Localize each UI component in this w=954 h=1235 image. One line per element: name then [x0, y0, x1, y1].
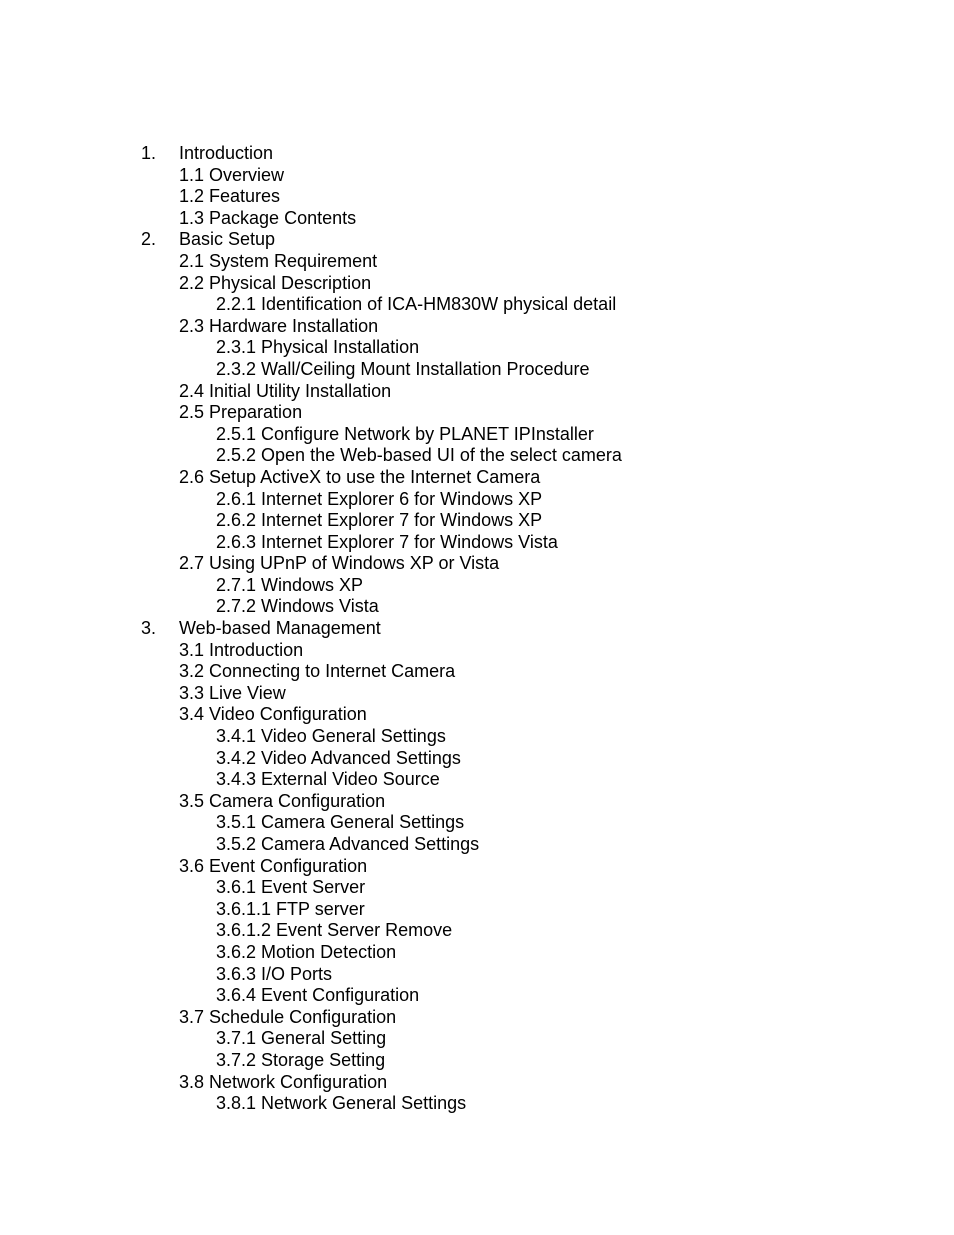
toc-entry-level-3[interactable]	[0, 1028, 954, 1050]
toc-entry-title: 3.6.3 I/O Ports	[216, 963, 333, 984]
toc-entry-level-3[interactable]	[0, 1050, 954, 1072]
toc-entry-title: 3.6 Event Configuration	[179, 855, 368, 876]
toc-entry-level-3[interactable]	[0, 489, 954, 511]
toc-entry-level-3[interactable]	[0, 575, 954, 597]
toc-entry-level-3[interactable]	[0, 748, 954, 770]
toc-entry-level-3[interactable]	[0, 834, 954, 856]
toc-entry-level-3[interactable]	[0, 337, 954, 359]
toc-entry-title: 2.6.1 Internet Explorer 6 for Windows XP	[216, 488, 543, 509]
toc-entry-title: 2.5.1 Configure Network by PLANET IPInstaller	[216, 423, 594, 444]
toc-entry-title: 2.3.1 Physical Installation	[216, 337, 420, 358]
toc-entry-level-3[interactable]	[0, 532, 954, 554]
toc-entry-level-3[interactable]	[0, 1093, 954, 1115]
toc-entry-level-3[interactable]	[0, 877, 954, 899]
toc-entry-level-3[interactable]	[0, 596, 954, 618]
toc-entry-title: 2.5 Preparation	[179, 402, 303, 423]
toc-entry-title: 1.3 Package Contents	[179, 207, 357, 228]
toc-entry-title: 3.5.2 Camera Advanced Settings	[216, 834, 480, 854]
toc-entry-level-2[interactable]	[0, 251, 954, 273]
toc-entry-title: 3.6.1.2 Event Server Remove	[216, 920, 453, 941]
toc-entry-level-2[interactable]	[0, 208, 954, 230]
toc-entry-level-1[interactable]	[0, 229, 954, 251]
toc-entry-title: 3.1 Introduction	[179, 639, 304, 660]
toc-entry-title: 3.6.1.1 FTP server	[216, 898, 365, 919]
toc-entry-title: 2.3 Hardware Installation	[179, 315, 379, 336]
toc-entry-level-2[interactable]	[0, 165, 954, 187]
toc-entry-title: 3.5 Camera Configuration	[179, 790, 386, 811]
toc-entry-title: 2.2 Physical Description	[179, 272, 372, 293]
toc-entry-level-3[interactable]	[0, 964, 954, 986]
toc-entry-level-3[interactable]	[0, 359, 954, 381]
toc-entry-title: 3.4.1 Video General Settings	[216, 726, 446, 747]
toc-entry-level-3[interactable]	[0, 294, 954, 316]
toc-entry-level-3[interactable]	[0, 920, 954, 942]
toc-entry-title: 3.6.4 Event Configuration	[216, 985, 420, 1006]
toc-entry-level-3[interactable]	[0, 510, 954, 532]
toc-entry-level-2[interactable]	[0, 402, 954, 424]
toc-entry-title: 3.2 Connecting to Internet Camera	[179, 661, 456, 682]
toc-entry-title: Basic Setup	[179, 229, 276, 250]
toc-entry-title: Introduction	[179, 143, 274, 163]
toc-entry-title: 3.4.3 External Video Source	[216, 769, 440, 790]
toc-entry-level-2[interactable]	[0, 640, 954, 662]
toc-entry-level-2[interactable]	[0, 704, 954, 726]
toc-entry-level-3[interactable]	[0, 899, 954, 921]
toc-entry-level-3[interactable]	[0, 424, 954, 446]
toc-entry-level-2[interactable]	[0, 856, 954, 878]
toc-chapter-number: 1.	[141, 143, 157, 163]
toc-entry-title: 2.5.2 Open the Web-based UI of the select camera	[216, 445, 622, 466]
toc-entry-title: 2.6.3 Internet Explorer 7 for Windows Vista	[216, 531, 558, 552]
table-of-contents	[0, 143, 954, 1115]
toc-entry-title: 3.4 Video Configuration	[179, 704, 367, 725]
toc-entry-level-2[interactable]	[0, 1007, 954, 1029]
toc-entry-title: 2.6 Setup ActiveX to use the Internet Camera	[179, 466, 541, 487]
toc-entry-level-2[interactable]	[0, 316, 954, 338]
toc-entry-title: 3.6.1 Event Server	[216, 877, 366, 898]
toc-entry-level-1[interactable]	[0, 143, 954, 165]
toc-entry-level-2[interactable]	[0, 661, 954, 683]
toc-entry-level-3[interactable]	[0, 726, 954, 748]
toc-entry-title: 3.7.1 General Setting	[216, 1028, 387, 1049]
toc-entry-title: 2.4 Initial Utility Installation	[179, 380, 392, 401]
toc-entry-title: 3.7.2 Storage Setting	[216, 1049, 386, 1070]
toc-chapter-number: 3.	[141, 618, 157, 639]
toc-entry-level-3[interactable]	[0, 985, 954, 1007]
toc-entry-level-2[interactable]	[0, 791, 954, 813]
toc-entry-title: 2.1 System Requirement	[179, 250, 378, 271]
toc-entry-level-1[interactable]	[0, 618, 954, 640]
toc-entry-level-3[interactable]	[0, 769, 954, 791]
toc-entry-title: 3.7 Schedule Configuration	[179, 1006, 397, 1027]
toc-entry-level-2[interactable]	[0, 1072, 954, 1094]
toc-entry-title: 1.2 Features	[179, 186, 281, 207]
toc-entry-title: 2.7.1 Windows XP	[216, 574, 364, 595]
toc-entry-title: 2.2.1 Identification of ICA-HM830W physical detail	[216, 294, 617, 315]
toc-chapter-number: 2.	[141, 229, 157, 250]
toc-entry-title: 3.8.1 Network General Settings	[216, 1093, 467, 1114]
toc-entry-level-3[interactable]	[0, 812, 954, 834]
toc-entry-title: 2.7.2 Windows Vista	[216, 596, 379, 617]
toc-entry-title: 1.1 Overview	[179, 164, 285, 185]
toc-entry-level-2[interactable]	[0, 381, 954, 403]
toc-entry-title: 2.3.2 Wall/Ceiling Mount Installation Procedure	[216, 358, 590, 379]
toc-entry-level-2[interactable]	[0, 186, 954, 208]
toc-entry-level-2[interactable]	[0, 553, 954, 575]
toc-entry-level-2[interactable]	[0, 467, 954, 489]
toc-entry-title: 3.8 Network Configuration	[179, 1071, 388, 1092]
toc-entry-title: 2.6.2 Internet Explorer 7 for Windows XP	[216, 510, 543, 531]
toc-entry-title: 3.6.2 Motion Detection	[216, 941, 397, 962]
toc-entry-title: 3.5.1 Camera General Settings	[216, 812, 465, 833]
toc-entry-title: 2.7 Using UPnP of Windows XP or Vista	[179, 553, 500, 574]
toc-entry-level-2[interactable]	[0, 683, 954, 705]
toc-entry-title: Web-based Management	[179, 618, 381, 639]
toc-entry-level-2[interactable]	[0, 273, 954, 295]
toc-entry-level-3[interactable]	[0, 942, 954, 964]
toc-entry-title: 3.3 Live View	[179, 682, 286, 703]
toc-entry-level-3[interactable]	[0, 445, 954, 467]
toc-entry-title: 3.4.2 Video Advanced Settings	[216, 747, 461, 768]
